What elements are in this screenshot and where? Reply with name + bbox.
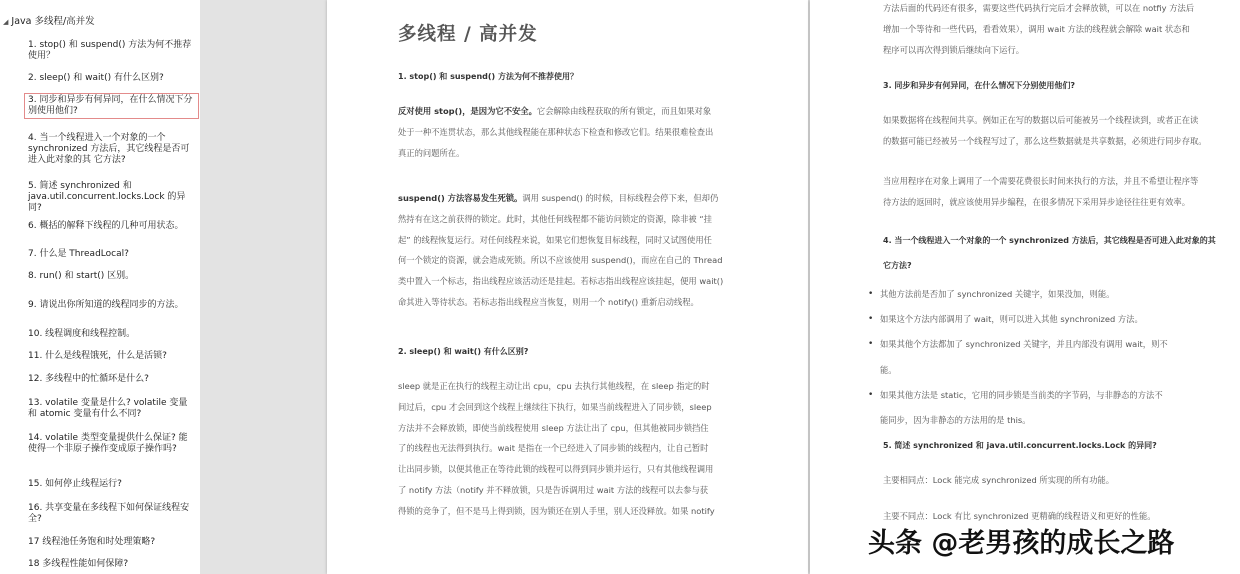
answer-1-paragraph-1 [398,101,743,163]
question-4-heading [883,228,1228,278]
outline-heading-label: Java 多线程/高并发 [11,16,95,27]
text-line: 待方法的返回时，就应该使用异步编程，在很多情况下采用异步途径往往更有效率。 [883,196,1190,207]
list-item [868,282,1226,307]
answer-2-paragraph [398,376,743,522]
answer-4-list [868,282,1226,433]
list-item [868,383,1226,433]
answer-1-paragraph-2 [398,188,743,313]
line-text: 能。 [880,364,897,375]
bold-text: suspend() 方法容易发生死锁。 [398,193,523,203]
outline-item-14[interactable]: 14. volatile 类型变量提供什么保证? 能使得一个非原子操作变成原子操作吗? [28,433,188,454]
outline-panel [0,0,200,574]
outline-item-18[interactable]: 18 多线程性能如何保障? [28,559,129,569]
text-line: 如果数据将在线程间共享。例如正在写的数据以后可能被另一个线程读到，或者正在读 [883,115,1199,125]
line-text: 它会解除由线程获取的所有锁定，而且如果对象 [536,106,712,116]
outline-item-1[interactable]: 1. stop() 和 suspend() 方法为何不推荐使用？ [28,40,192,61]
answer-3-paragraph-2 [883,171,1228,213]
answer-2-continuation [883,0,1228,60]
outline-item-4[interactable]: 4. 当一个线程进入一个对象的一个 synchronized 方法后，其它线程是否可进入此对象的其 它方法? [28,133,190,165]
bullet-dot-icon: • [868,314,874,325]
text-line: 起” 的线程恢复运行。对任何线程来说，如果它们想恢复目标线程，同时又试图使用任 [398,234,712,245]
outline-item-17[interactable]: 17 线程池任务饱和时处理策略? [28,537,156,547]
outline-item-8[interactable]: 8. run() 和 start() 区别。 [28,271,135,281]
answer-5-paragraph-2: 主要不同点：Lock 有比 synchronized 更精确的线程语义和更好的性能。 [883,511,1156,521]
outline-item-5[interactable]: 5. 简述 synchronized 和 java.util.concurrent.locks.Lock 的异同? [28,181,186,213]
question-3-heading: 3. 同步和异步有何异同，在什么情况下分别使用他们? [883,81,1076,90]
outline-item-10[interactable]: 10. 线程调度和线程控制。 [28,329,136,339]
text-line: 增加一个等待和一些代码，看看效果），调用 wait 方法的线程就会解除 wait 状态和 [883,23,1190,34]
line-text: 能同步，因为非静态的方法用的是 this。 [880,415,1031,426]
line-text: 如果其他方法是 static，它用的同步锁是当前类的字节码，与非静态的方法不 [880,389,1163,400]
line-text: 调用 suspend() 的时候，目标线程会停下来，但却仍 [522,193,719,203]
bullet-dot-icon: • [868,289,874,299]
text-line: 让出同步锁，以便其他正在等待此锁的线程可以得到同步锁并运行，只有其他线程调用 [398,464,714,475]
bold-text: 反对使用 stop()，是因为它不安全。 [398,106,537,116]
outline-item-2[interactable]: 2. sleep() 和 wait() 有什么区别? [28,73,164,83]
text-line [398,188,743,209]
outline-item-3[interactable]: 3. 同步和异步有何异同，在什么情况下分别使用他们? [25,94,198,118]
line-text: 其他方法前是否加了 synchronized 关键字，如果没加，则能。 [880,289,1115,299]
outline-item-12[interactable]: 12. 多线程中的忙循环是什么? [28,374,149,384]
bullet-dot-icon: • [868,339,874,350]
collapse-triangle-icon[interactable]: ◢ [3,18,9,26]
question-5-heading: 5. 简述 synchronized 和 java.util.concurrent.locks.Lock 的异同? [883,441,1157,450]
outline-item-9[interactable]: 9. 请说出你所知道的线程同步的方法。 [28,300,184,310]
outline-item-7[interactable]: 7. 什么是 ThreadLocal? [28,249,129,259]
text-line: 方法并不会释放锁，即使当前线程使用 sleep 方法让出了 cpu，但其他被同步锁挡住 [398,422,709,433]
outline-item-15[interactable]: 15. 如何停止线程运行? [28,479,122,489]
text-line: 了的线程也无法得到执行。wait 是指在一个已经进入了同步锁的线程内，让自己暂时 [398,443,709,454]
text-line: 的数据可能已经被另一个线程写过了，那么这些数据就是共享数据，必须进行同步存取。 [883,135,1207,146]
text-line: sleep 就是正在执行的线程主动让出 cpu，cpu 去执行其他线程，在 sleep 指定的时 [398,381,710,391]
text-line: 何一个锁定的资源，就会造成死锁。所以不应该使用 suspend()，而应在自己的 Thread [398,255,723,266]
document-page-1 [327,0,808,574]
text-line: 得锁的竞争了，但不是马上得到锁，因为锁还在别人手里，别人还没释放。如果 notify [398,505,715,516]
text-line: 程序可以再次得到锁后继续向下运行。 [883,44,1025,55]
heading-line: 它方法? [883,261,912,270]
text-line: 真正的问题所在。 [398,147,465,158]
list-item [868,332,1226,382]
list-item [868,307,1226,332]
text-line: 方法后面的代码还有很多，需要这些代码执行完后才会释放锁，可以在 notfiy 方法后 [883,3,1195,13]
bullet-dot-icon: • [868,389,874,400]
question-2-heading: 2. sleep() 和 wait() 有什么区别? [398,347,529,356]
outline-item-13[interactable]: 13. volatile 变量是什么? volatile 变量和 atomic 变量有什么不同? [28,398,188,419]
answer-5-paragraph-1: 主要相同点：Lock 能完成 synchronized 所实现的所有功能。 [883,475,1115,485]
text-line: 当应用程序在对象上调用了一个需要花费很长时间来执行的方法，并且不希望让程序等 [883,176,1199,186]
page-title: 多线程 / 高并发 [398,24,538,45]
text-line: 处于一种不连贯状态，那么其他线程能在那种状态下检查和修改它们。结果很难检查出 [398,126,714,137]
question-1-heading: 1. stop() 和 suspend() 方法为何不推荐使用？ [398,72,578,81]
document-page-2 [810,0,1240,574]
text-line: 然持有在这之前获得的锁定。此时，其他任何线程都不能访问锁定的资源，除非被 “挂 [398,213,712,224]
line-text: 如果其他个方法都加了 synchronized 关键字，并且内部没有调用 wait，则不 [880,339,1168,350]
text-line: 了 notify 方法（notify 并不释放锁，只是告诉调用过 wait 方法的线程可以去参与获 [398,484,709,495]
text-line: 类中置入一个标志，指出线程应该活动还是挂起。若标志指出线程应该挂起，便用 wait() [398,276,724,287]
line-text: 如果这个方法内部调用了 wait，则可以进入其他 synchronized 方法。 [880,314,1143,325]
outline-item-11[interactable]: 11. 什么是线程饿死，什么是活锁? [28,351,167,361]
outline-heading[interactable] [3,13,95,27]
text-line: 命其进入等待状态。若标志指出线程应当恢复，则用一个 notify() 重新启动线程。 [398,296,699,307]
watermark: 头条 @老男孩的成长之路 [868,528,1175,559]
heading-line: 4. 当一个线程进入一个对象的一个 synchronized 方法后，其它线程是否可进入此对象的其 [883,236,1216,245]
outline-item-16[interactable]: 16. 共享变量在多线程下如何保证线程安全? [28,503,190,524]
text-line: 间过后，cpu 才会回到这个线程上继续往下执行，如果当前线程进入了同步锁，sleep [398,401,712,412]
answer-3-paragraph-1 [883,110,1228,152]
text-line [398,101,743,122]
outline-item-6[interactable]: 6. 概括的解释下线程的几种可用状态。 [28,221,184,231]
